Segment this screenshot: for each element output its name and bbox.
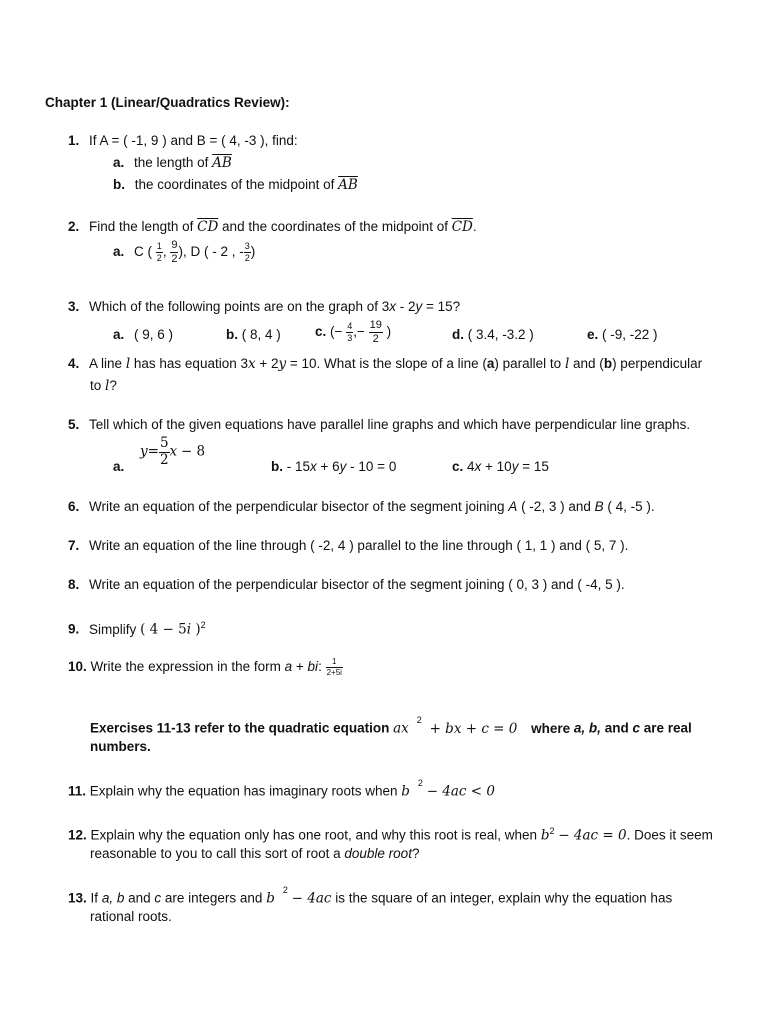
question-text: + 2: [255, 356, 279, 371]
part-text: the coordinates of the midpoint of: [134, 177, 335, 192]
equation-text: - 15: [283, 459, 311, 474]
paren: ): [191, 621, 201, 638]
question-5-part-b: [271, 459, 396, 474]
question-text: Explain why the equation only has one root, and why this root is real, when: [90, 827, 538, 843]
var-b: b: [401, 783, 410, 800]
var-x: x: [474, 459, 482, 474]
question-3-part-a: [113, 327, 173, 342]
question-10: [68, 658, 343, 677]
question-number: 2.: [68, 219, 80, 234]
question-12-line-2: [90, 846, 419, 861]
var-l: l: [125, 356, 131, 372]
var-y: y: [511, 459, 519, 474]
question-number: 13.: [68, 890, 87, 906]
question-text: to: [90, 378, 106, 393]
exponent: 2: [200, 620, 206, 630]
question-text: If A = ( -1, 9 ) and B = ( 4, -3 ), find:: [89, 133, 298, 148]
part-b-ref: b: [603, 356, 613, 371]
punctuation: .: [472, 219, 477, 234]
question-6: [68, 499, 655, 514]
question-number: 5.: [68, 417, 80, 432]
fraction: $\frac{1}{2+5i}$: [326, 657, 342, 677]
part-text: ( 8, 4 ): [241, 327, 281, 342]
separator: ,−: [353, 324, 365, 340]
question-text: ) parallel to: [494, 356, 565, 371]
fraction: $\frac{3}{2}$: [244, 241, 250, 263]
question-text: Simplify: [89, 621, 137, 637]
part-label: d.: [452, 327, 464, 342]
note-text: Exercises 11-13 refer to the quadratic equation: [90, 720, 394, 736]
question-number: 6.: [68, 499, 80, 514]
part-label: c.: [315, 324, 327, 340]
question-text: Tell which of the given equations have parallel line graphs and which have perpendicular line graphs.: [89, 417, 691, 432]
var-l: l: [564, 356, 570, 372]
question-text: Write an equation of the perpendicular bisector of the segment joining: [89, 499, 509, 514]
question-3-part-b: [226, 327, 281, 342]
part-label: c.: [452, 459, 464, 474]
equation-text: + 10: [481, 459, 512, 474]
question-number: 9.: [68, 621, 80, 637]
equation: − 4ac < 0: [426, 783, 495, 800]
question-text: Explain why the equation has imaginary roots when: [89, 783, 398, 799]
equation-rest: − 8: [180, 443, 206, 460]
segment-label: $\overline{CD}$: [451, 219, 473, 235]
question-number: 4.: [68, 356, 80, 371]
question-text: reasonable to you to call this sort of root a: [90, 846, 345, 861]
question-8: [68, 577, 625, 592]
question-7: [68, 538, 628, 553]
part-label: b.: [226, 327, 238, 342]
equation: ax: [393, 720, 409, 737]
point-b: B: [594, 499, 604, 514]
question-text: :: [318, 659, 322, 675]
part-text: the length of: [134, 155, 209, 170]
question-text: Write an equation of the line through ( -2, 4 ) parallel to the line through ( 1, 1 ) and ( 5, 7 ).: [89, 538, 629, 553]
equation: − 4ac = 0: [558, 827, 627, 844]
paren: (−: [330, 324, 343, 340]
question-text: A line: [89, 356, 126, 371]
question-1: [68, 133, 298, 148]
var-y: y: [140, 443, 148, 460]
part-label: e.: [587, 327, 599, 342]
equation: + bx + c = 0: [429, 720, 518, 737]
question-5: [68, 417, 690, 432]
comma: ,: [162, 244, 167, 260]
fraction: $\frac{4}{3}$: [347, 321, 353, 343]
segment-label: $\overline{AB}$: [212, 155, 232, 171]
question-1-part-b: [113, 177, 358, 193]
part-label: a.: [113, 244, 125, 260]
question-number: 1.: [68, 133, 80, 148]
question-text: ?: [109, 378, 117, 393]
question-number: 3.: [68, 299, 80, 314]
question-11: [68, 778, 495, 800]
var-x: x: [310, 459, 317, 474]
var-b: b: [266, 890, 275, 907]
question-text: and: [124, 890, 155, 906]
var-x: x: [169, 443, 178, 460]
segment-label: $\overline{CD}$: [197, 219, 219, 235]
part-a-ref: a: [486, 356, 495, 371]
part-text: ( 3.4, -3.2 ): [467, 327, 534, 342]
equation-text: = 15: [518, 459, 549, 474]
question-4: [68, 356, 702, 372]
exponent: 2: [417, 778, 423, 788]
question-5-part-c: [452, 459, 549, 474]
question-text: . Does it seem: [626, 827, 713, 843]
question-12: [68, 826, 713, 844]
question-4-line-2: [90, 378, 117, 394]
part-label: a.: [113, 155, 125, 170]
part-label: b.: [113, 177, 125, 192]
question-5-part-a-equation: [140, 437, 205, 467]
question-text: ?: [411, 846, 420, 861]
question-text: is the square of an integer, explain why the equation has: [331, 890, 673, 906]
point-a: A: [508, 499, 518, 514]
var-bi: bi: [307, 659, 319, 675]
var-x: x: [389, 299, 396, 314]
part-label: a.: [113, 459, 125, 474]
question-3: [68, 299, 460, 314]
note-text: are real: [639, 720, 692, 736]
question-number: 10.: [68, 659, 87, 675]
equation-text: - 10 = 0: [346, 459, 397, 474]
exercises-note: [90, 715, 692, 737]
exponent: 2: [549, 826, 555, 836]
question-text: ( -2, 3 ) and: [517, 499, 595, 514]
question-number: 11.: [68, 783, 87, 799]
question-text: Write an equation of the perpendicular bisector of the segment joining ( 0, 3 ) and ( -4, 5 ).: [89, 577, 625, 592]
question-text: +: [292, 659, 308, 675]
question-5-part-a-label: [113, 459, 124, 474]
part-text: ( 9, 6 ): [134, 327, 174, 342]
exercises-note-line-2: numbers.: [90, 739, 151, 754]
part-label: a.: [113, 327, 125, 342]
question-2-part-a: [113, 240, 255, 265]
var-b: b: [540, 827, 550, 844]
question-text: If: [90, 890, 102, 906]
question-number: 8.: [68, 577, 80, 592]
question-3-part-d: [452, 327, 534, 342]
page-title: Chapter 1 (Linear/Quadratics Review):: [45, 95, 290, 110]
question-text: and the coordinates of the midpoint of: [222, 219, 448, 234]
part-text: ( -9, -22 ): [602, 327, 658, 342]
question-text: Write the expression in the form: [90, 659, 285, 675]
vars: a, b: [101, 890, 125, 906]
paren: ): [250, 244, 256, 260]
question-text: Find the length of: [89, 219, 194, 234]
fraction: $\frac{19}{2}$: [369, 319, 382, 345]
point-d: ), D ( - 2 , -: [178, 244, 244, 260]
question-text: = 15?: [422, 299, 461, 314]
question-13: [68, 885, 673, 907]
note-text: and: [600, 720, 633, 736]
var-c: c: [154, 890, 162, 906]
var-y: y: [278, 356, 287, 372]
fraction: $\frac{5}{2}$: [159, 435, 169, 468]
var-y: y: [415, 299, 423, 314]
question-2: [68, 219, 477, 235]
note-text: where: [531, 720, 574, 736]
part-label: b.: [271, 459, 283, 474]
question-text: ) perpendicular: [612, 356, 703, 371]
question-text: and (: [569, 356, 604, 371]
vars: a, b,: [573, 720, 601, 736]
var-a: a: [284, 659, 293, 675]
fraction: $\frac{1}{2}$: [156, 241, 162, 263]
question-text: ( 4, -5 ).: [603, 499, 655, 514]
question-3-part-e: [587, 327, 658, 342]
equation-text: 4: [463, 459, 475, 474]
question-number: 12.: [68, 827, 87, 843]
expression: ( 4 − 5: [140, 621, 187, 638]
question-9: [68, 620, 206, 638]
var-i: i: [186, 621, 192, 638]
double-root-term: double root: [344, 846, 412, 861]
question-1-part-a: [113, 155, 232, 171]
fraction: $\frac{9}{2}$: [171, 239, 178, 265]
question-text: has has equation 3: [130, 356, 248, 371]
exponent: 2: [416, 715, 422, 725]
equation: − 4ac: [291, 890, 332, 907]
segment-label: $\overline{AB}$: [338, 177, 358, 193]
question-number: 7.: [68, 538, 80, 553]
question-text: are integers and: [161, 890, 263, 906]
equation-text: + 6: [316, 459, 340, 474]
var-l: l: [105, 378, 110, 394]
question-text: = 10. What is the slope of a line (: [286, 356, 487, 371]
question-text: - 2: [395, 299, 416, 314]
point-c: C (: [134, 244, 153, 260]
question-3-part-c: [315, 320, 391, 345]
question-13-line-2: rational roots.: [90, 909, 172, 924]
var-y: y: [339, 459, 347, 474]
var-c: c: [632, 720, 640, 736]
equals: =: [147, 443, 159, 460]
var-x: x: [247, 356, 256, 372]
exponent: 2: [282, 885, 288, 895]
paren: ): [386, 324, 392, 340]
question-text: Which of the following points are on the graph of 3: [89, 299, 390, 314]
